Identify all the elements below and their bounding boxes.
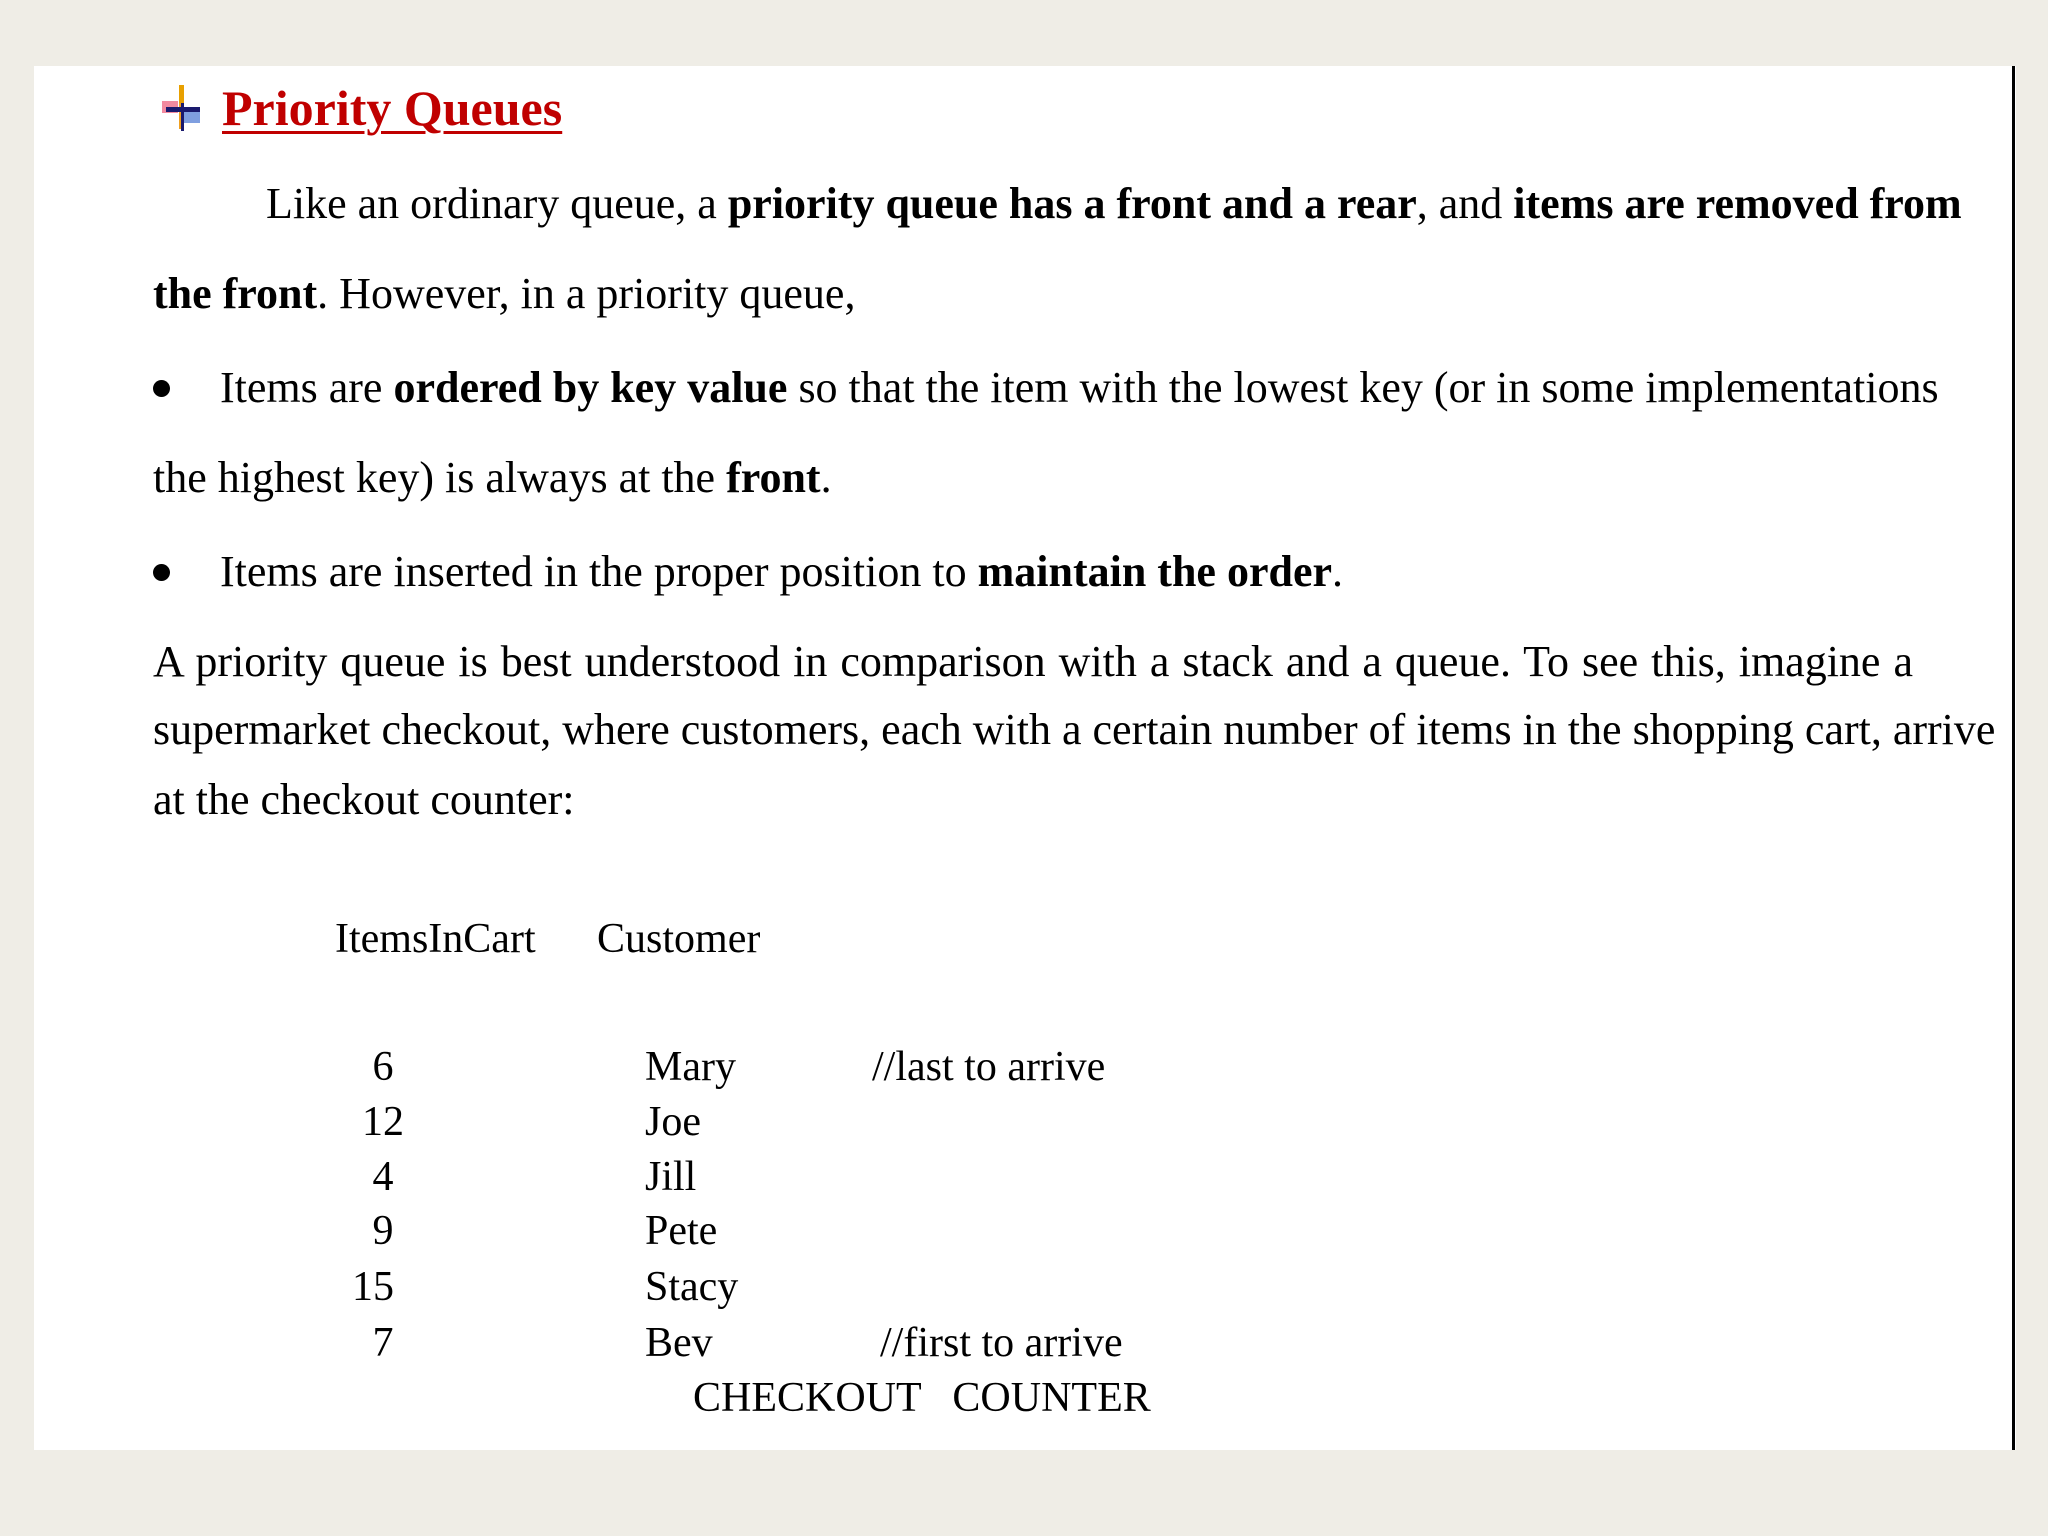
- bullet-text: .: [820, 453, 832, 502]
- page-title: Priority Queues: [222, 80, 563, 136]
- bullet-1-line-2: [153, 453, 832, 502]
- plus-bullet-icon: [160, 83, 204, 133]
- note-cell: //last to arrive: [872, 1044, 1106, 1090]
- intro-bold: the front: [153, 269, 318, 318]
- paragraph-line-3: at the checkout counter:: [153, 775, 575, 824]
- bullet-2-line-1: [220, 547, 1343, 596]
- bullet-text: Items are: [220, 363, 394, 412]
- bullet-bold: front: [726, 453, 821, 502]
- bullet-text: Items are inserted in the proper position to: [220, 547, 978, 596]
- intro-line-2: [153, 269, 856, 318]
- customer-cell: Jill: [645, 1154, 697, 1200]
- bullet-dot: [153, 380, 170, 397]
- intro-text: , and: [1416, 179, 1514, 228]
- column-header-items: ItemsInCart: [335, 916, 536, 962]
- intro-text: . However, in a priority queue,: [317, 269, 856, 318]
- bullet-bold: ordered by key value: [393, 363, 788, 412]
- customer-cell: Mary: [645, 1044, 736, 1090]
- heading-row: [160, 78, 562, 138]
- bullet-text: .: [1332, 547, 1343, 596]
- customer-cell: Joe: [645, 1099, 701, 1145]
- items-cell: 15: [352, 1264, 394, 1310]
- paragraph-line-2: supermarket checkout, where customers, each with a certain number of items in the shopping cart, arrive: [153, 705, 1996, 754]
- intro-text: Like an ordinary queue, a: [266, 179, 728, 228]
- bullet-dot: [153, 564, 170, 581]
- intro-line-1: [266, 179, 1962, 228]
- customer-cell: Bev: [645, 1320, 713, 1366]
- bullet-text: so that the item with the lowest key (or in some implementations: [787, 363, 1939, 412]
- customer-cell: Pete: [645, 1208, 718, 1254]
- intro-bold: priority queue has a front and a rear: [727, 179, 1417, 228]
- paragraph-line-1: A priority queue is best understood in comparison with a stack and a queue. To see this, imagine a: [153, 637, 1913, 686]
- customer-cell: Stacy: [645, 1264, 739, 1310]
- intro-bold: items are removed from: [1513, 179, 1962, 228]
- bullet-1-line-1: [220, 363, 1939, 412]
- note-cell: //first to arrive: [880, 1320, 1123, 1366]
- items-cell: 7: [372, 1320, 394, 1366]
- items-cell: 6: [372, 1044, 394, 1090]
- bullet-bold: maintain the order: [977, 547, 1332, 596]
- bullet-text: the highest key) is always at the: [153, 453, 727, 502]
- items-cell: 9: [372, 1208, 394, 1254]
- checkout-counter-label: CHECKOUT COUNTER: [693, 1375, 1151, 1421]
- items-cell: 4: [372, 1154, 394, 1200]
- slide-border: [2012, 66, 2015, 1450]
- items-cell: 12: [362, 1099, 404, 1145]
- column-header-customer: Customer: [597, 916, 761, 962]
